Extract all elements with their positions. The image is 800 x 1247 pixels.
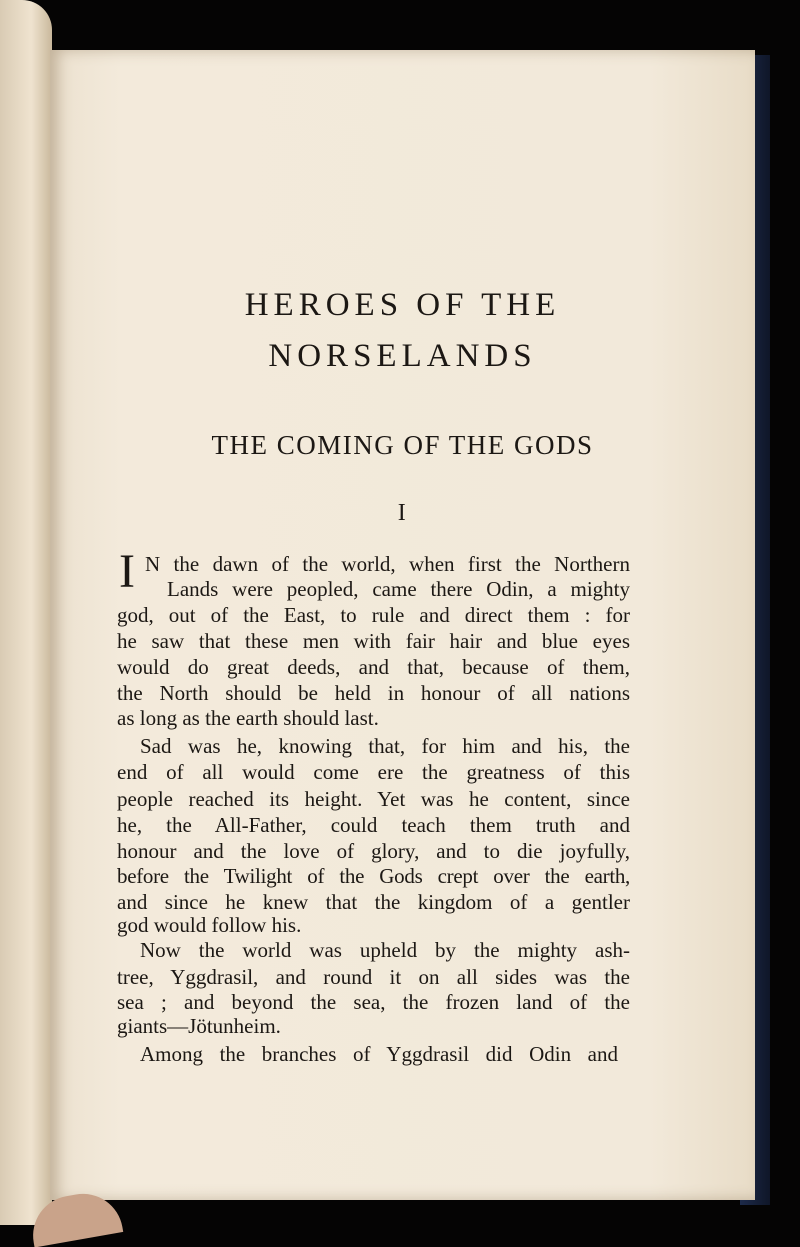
text-line: sea ; and beyond the sea, the frozen land of the <box>117 990 630 1014</box>
text-line: before the Twilight of the Gods crept over the earth, <box>117 864 630 888</box>
book-title-line2: NORSELANDS <box>268 338 537 374</box>
text-line: he, the All-Father, could teach them truth and <box>117 813 630 837</box>
text-line: end of all would come ere the greatness of this <box>117 760 630 784</box>
text-line: N the dawn of the world, when first the Northern <box>145 552 630 576</box>
text-line: Among the branches of Yggdrasil did Odin and <box>140 1042 618 1066</box>
facing-page-edge <box>0 0 52 1225</box>
text-line: giants—Jötunheim. <box>117 1014 281 1038</box>
text-line: Lands were peopled, came there Odin, a mighty <box>167 577 630 601</box>
section-number: I <box>397 500 408 526</box>
text-line: god, out of the East, to rule and direct them : for <box>117 603 630 627</box>
text-line: god would follow his. <box>117 913 302 937</box>
text-line: Sad was he, knowing that, for him and his, the <box>140 734 630 758</box>
text-line: tree, Yggdrasil, and round it on all sides was the <box>117 965 630 989</box>
chapter-title: THE COMING OF THE GODS <box>211 430 594 460</box>
drop-cap: I <box>119 545 135 598</box>
book-title-line1: HEROES OF THE <box>244 287 561 323</box>
text-line: would do great deeds, and that, because of them, <box>117 655 630 679</box>
text-line: as long as the earth should last. <box>117 706 379 730</box>
text-line: the North should be held in honour of all nations <box>117 681 630 705</box>
text-line: and since he knew that the kingdom of a gentler <box>117 890 630 914</box>
text-line: honour and the love of glory, and to die joyfully, <box>117 839 630 863</box>
text-line: Now the world was upheld by the mighty ash- <box>140 938 630 962</box>
text-line: he saw that these men with fair hair and blue eyes <box>117 629 630 653</box>
text-line: people reached its height. Yet was he content, since <box>117 787 630 811</box>
